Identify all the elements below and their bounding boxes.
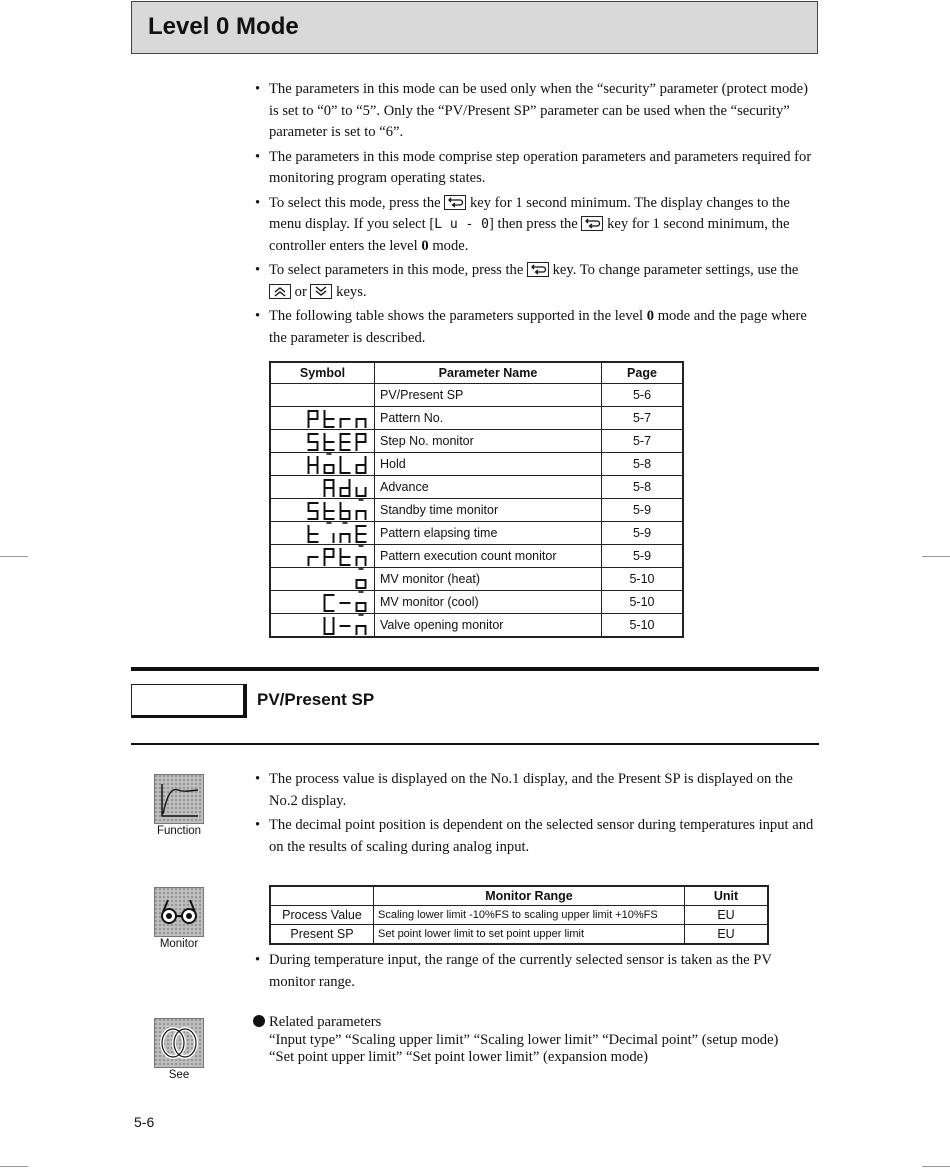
bullet-text: or [294, 283, 307, 300]
table-row [270, 614, 683, 638]
bullet-text: To select this mode, press the [269, 194, 441, 211]
table-row [270, 453, 683, 476]
cell-unit: EU [685, 925, 769, 945]
cell-range: Set point lower limit to set point upper limit [374, 925, 685, 945]
bullet-text: The process value is displayed on the No.1 display, and the Present SP is displayed on the No.2 display. [269, 771, 793, 809]
cell-range: Scaling lower limit -10%FS to scaling upper limit +10%FS [374, 906, 685, 925]
crop-mark [922, 556, 950, 557]
parameter-table [269, 361, 684, 638]
mode-key-icon [581, 216, 603, 231]
list-item [255, 193, 821, 258]
cell-page: 5-8 [602, 453, 684, 476]
bullet-text: key for 1 second minimum. The display changes to the menu display. If you select [ [269, 194, 790, 232]
level-zero: 0 [421, 237, 429, 254]
cell-symbol [270, 499, 375, 522]
function-icon [154, 774, 204, 824]
cell-parameter-name: Standby time monitor [375, 499, 602, 522]
bullet-text: During temperature input, the range of the currently selected sensor is taken as the PV monitor range. [269, 952, 772, 990]
bullet-text: The decimal point position is dependent on the selected sensor during temperatures input and on the results of scaling during analog input. [269, 817, 814, 855]
cell-symbol [270, 522, 375, 545]
cell-parameter-name: Pattern No. [375, 407, 602, 430]
related-line: “Set point upper limit” “Set point lower limit” (expansion mode) [269, 1049, 648, 1065]
table-row [270, 384, 683, 407]
cell-symbol [270, 430, 375, 453]
down-key-icon [310, 284, 332, 299]
function-label: Function [156, 825, 202, 837]
col-header-range: Monitor Range [374, 886, 685, 906]
related-heading: Related parameters [269, 1014, 382, 1030]
cell-name: Present SP [270, 925, 374, 945]
cell-parameter-name: Step No. monitor [375, 430, 602, 453]
table-row [270, 430, 683, 453]
see-label: See [168, 1069, 190, 1081]
monitor-note-list [255, 950, 821, 996]
section-tab [131, 684, 247, 718]
bullet-text: key for 1 second minimum, the controller enters the level [269, 216, 790, 254]
cell-page: 5-10 [602, 568, 684, 591]
cell-page: 5-10 [602, 614, 684, 638]
cell-symbol [270, 545, 375, 568]
section-title: PV/Present SP [257, 690, 375, 709]
table-row [270, 906, 768, 925]
list-item [255, 147, 821, 190]
cell-page: 5-9 [602, 522, 684, 545]
cell-parameter-name: Valve opening monitor [375, 614, 602, 638]
col-header-unit: Unit [685, 886, 769, 906]
cell-page: 5-7 [602, 430, 684, 453]
see-rings-icon [154, 1018, 204, 1068]
bullet-dot-icon [253, 1015, 265, 1027]
cell-parameter-name: MV monitor (heat) [375, 568, 602, 591]
cell-name: Process Value [270, 906, 374, 925]
table-header-row [270, 362, 683, 384]
list-item [255, 79, 821, 144]
page-title: Level 0 Mode [148, 13, 299, 40]
cell-symbol [270, 407, 375, 430]
cell-unit: EU [685, 906, 769, 925]
bullet-text: To select parameters in this mode, press the [269, 262, 524, 278]
monitor-label: Monitor [159, 938, 199, 950]
cell-page: 5-9 [602, 499, 684, 522]
list-item [255, 260, 821, 303]
function-list [255, 769, 821, 861]
cell-parameter-name: Pattern execution count monitor [375, 545, 602, 568]
crop-mark [0, 1166, 28, 1167]
table-row [270, 522, 683, 545]
cell-page: 5-10 [602, 591, 684, 614]
list-item [255, 950, 821, 993]
page-number: 5-6 [134, 1114, 155, 1130]
cell-symbol [270, 453, 375, 476]
cell-symbol [270, 384, 375, 407]
table-row [270, 499, 683, 522]
cell-page: 5-8 [602, 476, 684, 499]
cell-symbol [270, 591, 375, 614]
mode-key-icon [527, 262, 549, 277]
cell-parameter-name: MV monitor (cool) [375, 591, 602, 614]
bullet-text: ] then press the [489, 216, 578, 232]
related-line: “Input type” “Scaling upper limit” “Scaling lower limit” “Decimal point” (setup mode) [269, 1031, 779, 1048]
bullet-text: The parameters in this mode can be used only when the “security” parameter (protect mode) is set to “0” to “5”. Only the “PV/Present SP” parameter can be used when the “security” parameter is set to “6”. [269, 81, 808, 140]
mode-key-icon [444, 195, 466, 210]
bullet-text: mode and the page where the parameter is described. [269, 308, 807, 346]
crop-mark [0, 556, 28, 557]
related-parameters [253, 1014, 813, 1067]
up-key-icon [269, 284, 291, 299]
cell-page: 5-9 [602, 545, 684, 568]
list-item [255, 306, 821, 349]
section-rule-top [131, 667, 819, 671]
cell-page: 5-6 [602, 384, 684, 407]
cell-parameter-name: Advance [375, 476, 602, 499]
cell-symbol [270, 614, 375, 638]
cell-parameter-name: Hold [375, 453, 602, 476]
col-header-name: Parameter Name [375, 362, 602, 384]
cell-page: 5-7 [602, 407, 684, 430]
list-item [255, 769, 821, 812]
menu-symbol: L u - 0 [434, 217, 490, 232]
monitor-glasses-icon [154, 887, 204, 937]
col-header-blank [270, 886, 374, 906]
bullet-text: key. To change parameter settings, use the [552, 262, 799, 278]
level-zero: 0 [646, 308, 655, 324]
page-header [131, 1, 818, 54]
intro-list [255, 79, 821, 352]
table-row [270, 591, 683, 614]
cell-symbol [270, 476, 375, 499]
cell-parameter-name: PV/Present SP [375, 384, 602, 407]
crop-mark [922, 1166, 950, 1167]
table-row [270, 545, 683, 568]
cell-symbol [270, 568, 375, 591]
list-item [255, 815, 821, 858]
bullet-text: The parameters in this mode comprise step operation parameters and parameters required for monitoring program operating states. [269, 148, 812, 186]
bullet-text: The following table shows the parameters supported in the level [269, 308, 644, 324]
table-row [270, 407, 683, 430]
bullet-text: mode. [432, 237, 469, 254]
table-row [270, 476, 683, 499]
table-header-row [270, 886, 768, 906]
cell-parameter-name: Pattern elapsing time [375, 522, 602, 545]
monitor-range-table [269, 885, 769, 945]
table-row [270, 925, 768, 945]
bullet-text: keys. [336, 283, 367, 300]
table-row [270, 568, 683, 591]
section-rule-bottom [131, 743, 819, 745]
col-header-page: Page [602, 362, 684, 384]
col-header-symbol: Symbol [270, 362, 375, 384]
